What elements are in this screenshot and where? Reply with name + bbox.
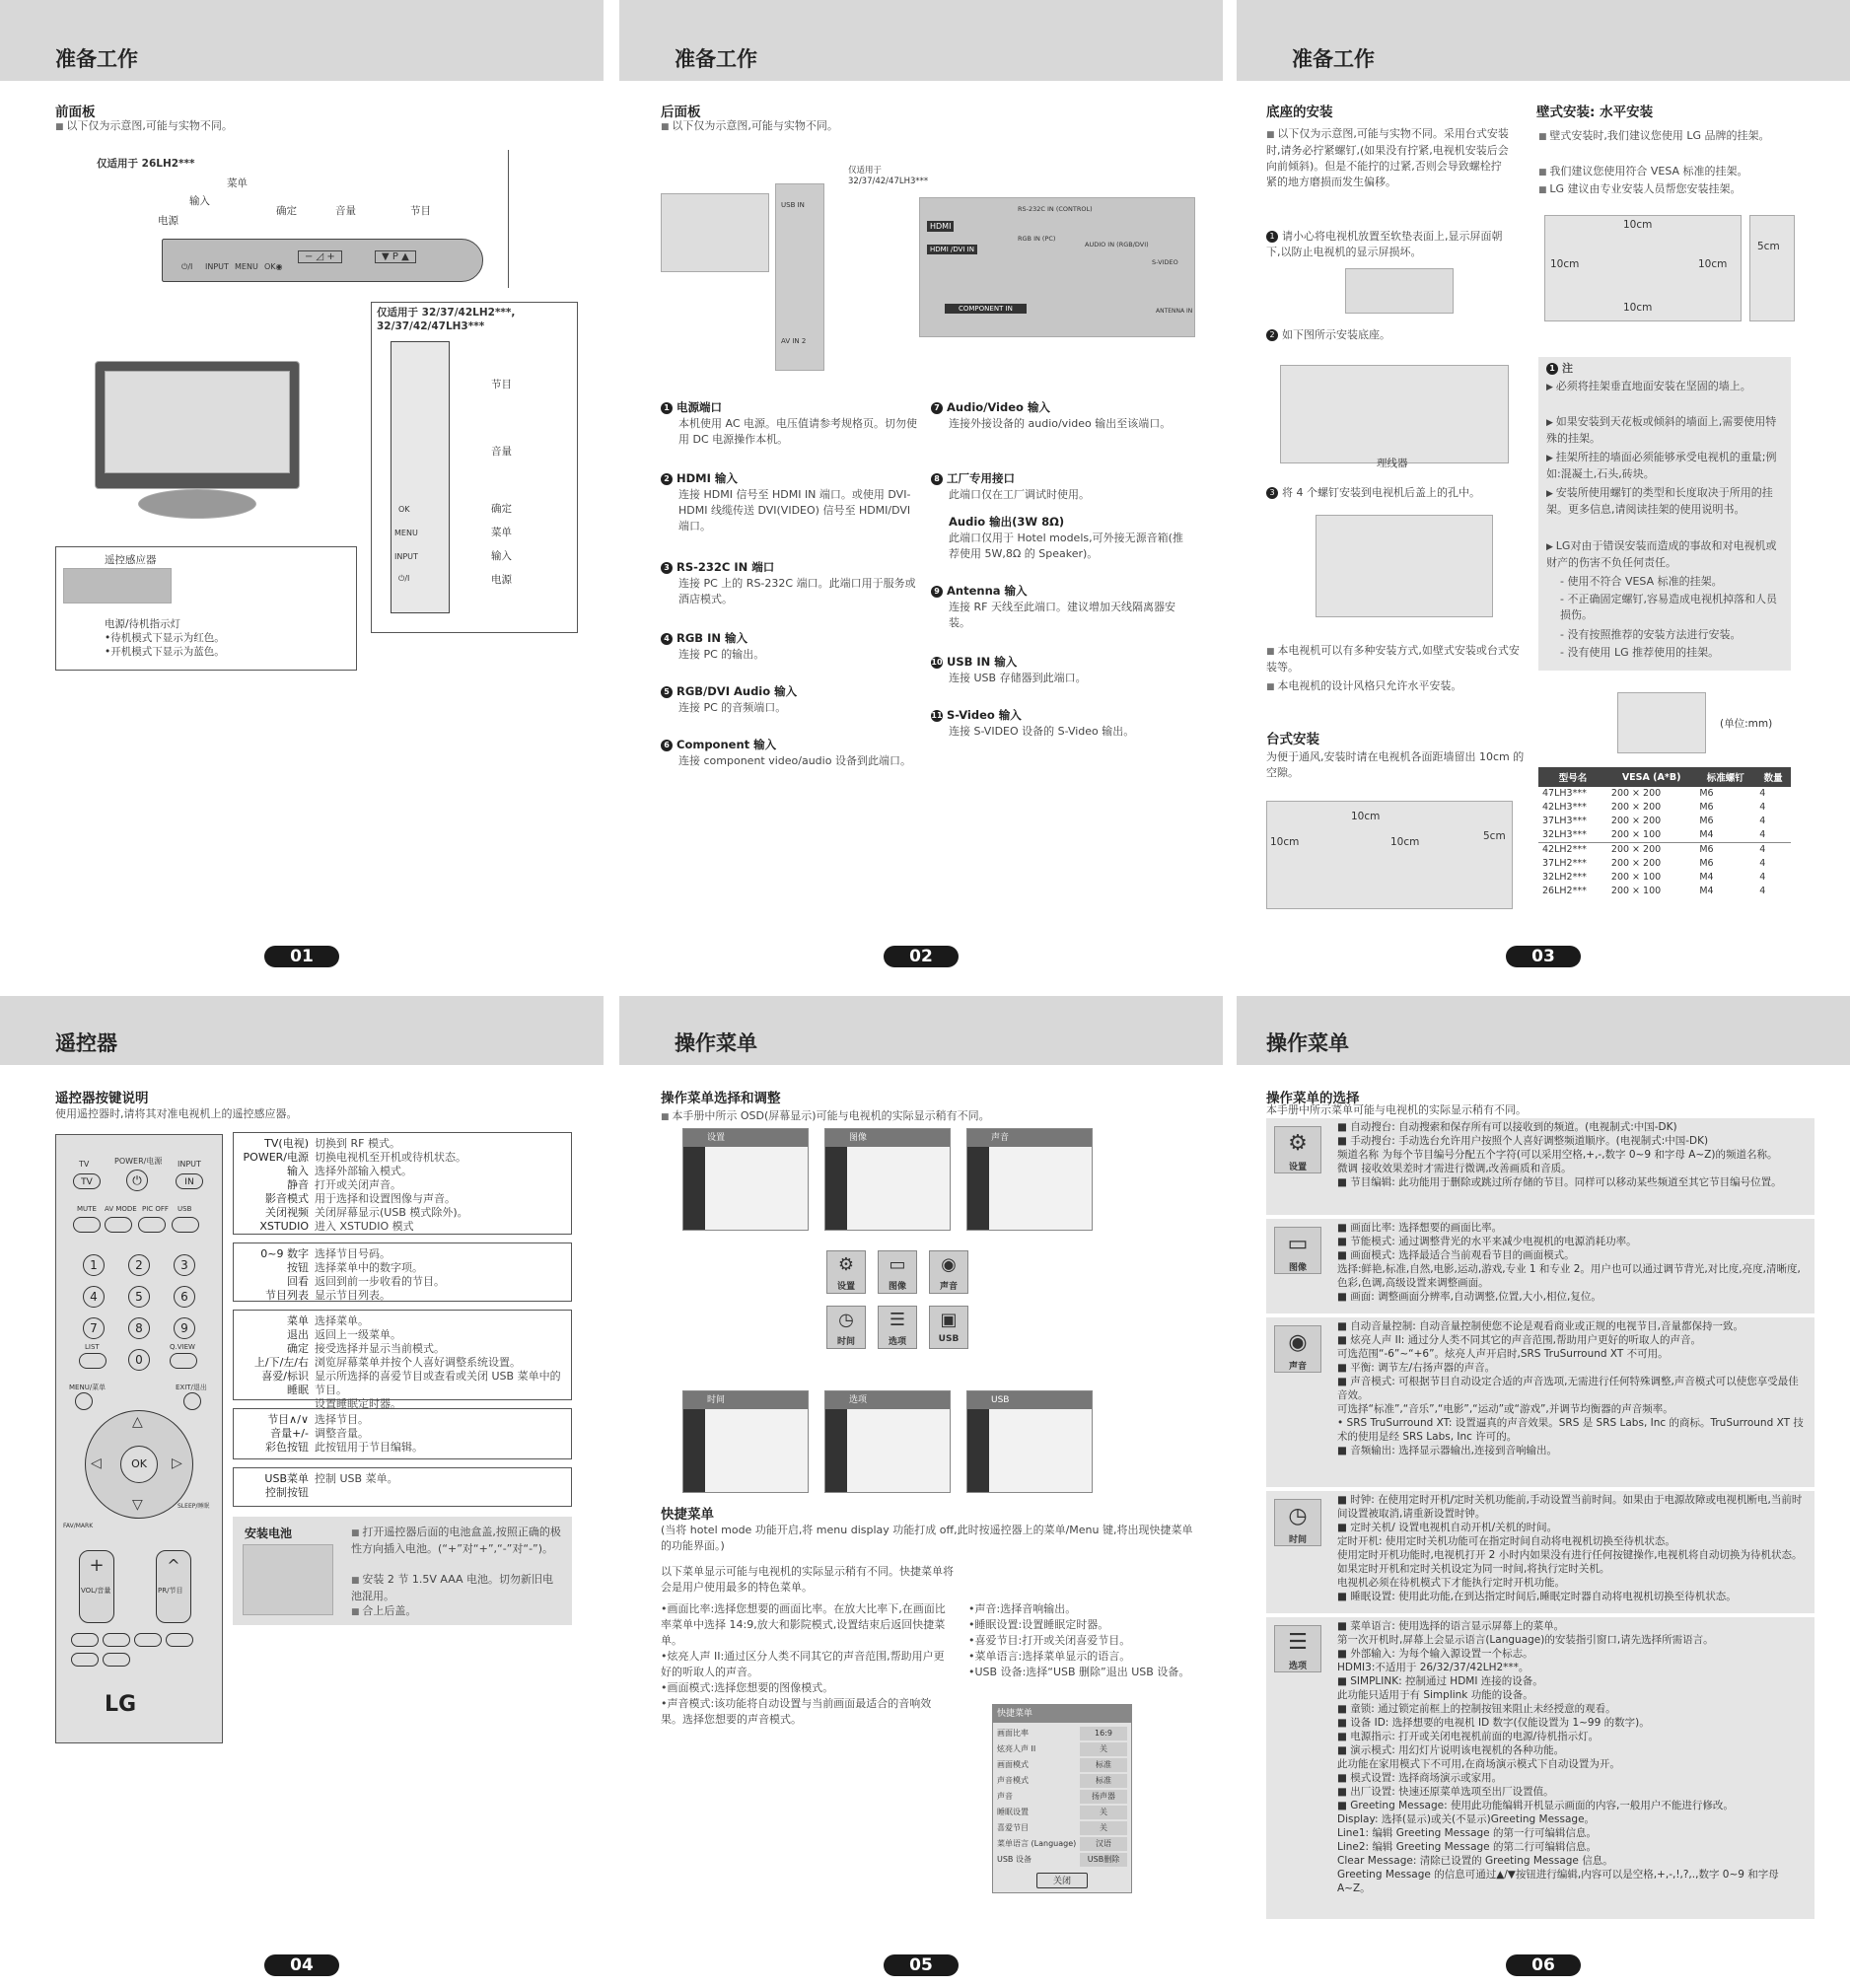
vesa-cell: 4 xyxy=(1759,844,1766,855)
page-number: 03 xyxy=(1506,946,1581,967)
stand-step-3: 3 将 4 个螺钉安装到电视机后盖上的孔中。 xyxy=(1266,485,1525,501)
table-heading: 台式安装 xyxy=(1266,732,1319,747)
qview-label: Q.VIEW xyxy=(170,1343,195,1351)
port-audio: AUDIO IN (RGB/DVI) xyxy=(1085,241,1149,248)
quick-item-1: •画面比率:选择您想要的画面比率。在放大比率下,在画面比率菜单中选择 14:9,放大和影院模式,设置结束后返回快捷菜单。 xyxy=(661,1602,946,1647)
clock-icon: ◷ 时间 xyxy=(1274,1499,1321,1546)
vesa-cell: 200 × 100 xyxy=(1610,829,1662,840)
vesa-table xyxy=(1538,767,1791,898)
vesa-cell: 200 × 200 xyxy=(1610,802,1662,813)
page-header xyxy=(1237,996,1850,1065)
quick-menu-row-value: USB删除 xyxy=(1080,1853,1127,1867)
vesa-cell: M6 xyxy=(1699,816,1714,826)
usb-label: USB xyxy=(178,1205,192,1213)
quick-menu-row-label: 菜单语言 (Language) xyxy=(997,1839,1077,1848)
osd-setup: 设置 xyxy=(682,1128,809,1231)
btn-power: ⏻/I xyxy=(181,262,193,271)
avmode-label: AV MODE xyxy=(105,1205,137,1213)
port-av2: AV IN 2 xyxy=(781,337,807,345)
section-heading: 后面板 xyxy=(661,105,701,120)
caution-1: ▶ 必须将挂架垂直地面安装在坚固的墙上。 xyxy=(1546,379,1783,395)
menu-icon-option: ☰ 选项 xyxy=(878,1306,917,1349)
page-1 xyxy=(0,0,604,979)
menu-row-time: ◷ 时间 ■ 时钟: 在使用定时开机/定时关机功能前,手动设置当前时间。如果由于电源故障或电视机断电,当前时间设置被取消,请重新设置时钟。 ■ 定时关机/ 设置电视机自动开机/关机的时间。 定时开机: 使用定时关机功能可在指定时间自动将电视机切换至待机状态。 使用定时开机功能时,电视机打开 2 小时内如果没有进行任何按键操作,电视机将自动切换为待机状态。 如果定时开机和定时关机设定为同一时间,将执行定时关机。 电视机必须在待机模式下才能执行定时开机功能。 ■ 睡眠设置: 使用此功能,在到达指定时间后,睡眠定时器自动将电视机切换至待机状态。 xyxy=(1266,1491,1814,1613)
caution-title: 1 注 xyxy=(1546,361,1573,377)
port-item-10: 10 USB IN 输入 连接 USB 存储器到此端口。 xyxy=(931,655,1087,684)
vesa-cell: 32LH3*** xyxy=(1542,829,1587,840)
vesa-cell: 200 × 100 xyxy=(1610,872,1662,883)
quick-item-8: •菜单语言:选择菜单显示的语言。 xyxy=(968,1650,1131,1663)
vesa-cell: 26LH2*** xyxy=(1542,886,1587,896)
side-btn-power: ⏻/I xyxy=(398,574,410,583)
sensor-label: 遥控感应器 xyxy=(105,554,157,566)
setup-icon: ⚙ 设置 xyxy=(1274,1126,1321,1173)
vesa-cell: M4 xyxy=(1699,886,1714,896)
port-svideo: S-VIDEO xyxy=(1152,258,1178,266)
side-label-power: 电源 xyxy=(491,574,512,586)
gap-back: 5cm xyxy=(1483,830,1506,842)
stand-heading: 底座的安装 xyxy=(1266,105,1333,120)
qview-button[interactable] xyxy=(170,1353,197,1369)
key-9[interactable]: 9 xyxy=(174,1317,195,1339)
osd-time: 时间 xyxy=(682,1390,809,1493)
mute-button[interactable] xyxy=(73,1217,101,1233)
page-6 xyxy=(1237,996,1850,1988)
vesa-cell: M6 xyxy=(1699,788,1714,799)
vesa-cell: M4 xyxy=(1699,829,1714,840)
tv-back-illustration xyxy=(661,193,769,272)
vesa-cell: 4 xyxy=(1759,872,1766,883)
side-label-input: 输入 xyxy=(491,550,512,562)
page-title: 操作菜单 xyxy=(1266,1031,1349,1055)
quick-item-2: •炫亮人声 II:通过区分人类不同其它的声音范围,帮助用户更好的听取人的声音。 xyxy=(661,1650,945,1678)
port-item-7: 7 Audio/Video 输入 连接外接设备的 audio/video 输出至该端口。 xyxy=(931,398,1192,432)
wall-gap-right: 10cm xyxy=(1698,258,1728,270)
side-label-volume: 音量 xyxy=(491,446,512,458)
battery-step-2: ■ 安装 2 节 1.5V AAA 电池。切勿新旧电池混用。 xyxy=(351,1572,564,1604)
port-hdmi-dvi: HDMI /DVI IN xyxy=(927,245,977,254)
menu-icon-time: ◷ 时间 xyxy=(826,1306,866,1349)
vesa-row xyxy=(1538,857,1791,871)
quick-menu-row[interactable] xyxy=(997,1790,1127,1804)
input-button[interactable]: IN xyxy=(176,1173,203,1189)
section-heading: 操作菜单的选择 xyxy=(1266,1091,1360,1106)
quick-menu-row-value: 关 xyxy=(1080,1821,1127,1835)
page-4 xyxy=(0,996,604,1988)
port-hdmi: HDMI xyxy=(927,221,954,232)
port-item-9: 9 Antenna 输入 连接 RF 天线至此端口。建议增加天线隔离器安装。 xyxy=(931,582,1192,631)
picture-icon: ▭ 图像 xyxy=(1274,1227,1321,1274)
side-panel xyxy=(391,341,450,613)
vesa-illustration xyxy=(1617,692,1706,753)
port-item-11: 11 S-Video 输入 连接 S-VIDEO 设备的 S-Video 输出。 xyxy=(931,708,1135,738)
quick-menu-row-label: 睡眠设置 xyxy=(997,1808,1029,1816)
side-label-menu: 菜单 xyxy=(491,527,512,538)
vesa-cell: 4 xyxy=(1759,816,1766,826)
program-rocker[interactable]: ^ xyxy=(156,1550,191,1623)
vesa-cell: 200 × 200 xyxy=(1610,816,1662,826)
gap-top: 10cm xyxy=(1351,811,1381,822)
page-header xyxy=(619,0,1223,81)
btn-ok: OK◉ xyxy=(264,262,283,271)
label-menu: 菜单 xyxy=(227,178,248,189)
stand-step-2: 2 如下图所示安装底座。 xyxy=(1266,327,1511,343)
wall-gap-left: 10cm xyxy=(1550,258,1580,270)
nav-right-button[interactable]: ▷ xyxy=(172,1456,182,1471)
page-5 xyxy=(619,996,1223,1988)
volume-control: − ◿ + xyxy=(298,250,342,263)
vesa-col-qty: 数量 xyxy=(1755,767,1791,787)
vesa-row xyxy=(1538,843,1791,858)
caution-sub-3: - 没有按照推荐的安装方法进行安装。 xyxy=(1560,628,1742,641)
list-button[interactable] xyxy=(79,1353,107,1369)
model-label-b: 仅适用于 32/37/42LH2***, 32/37/42/47LH3*** xyxy=(377,307,516,332)
vesa-cell: M6 xyxy=(1699,858,1714,869)
wall-note-1: ■ 壁式安装时,我们建议您使用 LG 品牌的挂架。 xyxy=(1538,128,1797,145)
btn-input: INPUT xyxy=(205,262,229,271)
quick-menu-row-label: 喜爱节目 xyxy=(997,1823,1029,1832)
key-7[interactable]: 7 xyxy=(83,1317,105,1339)
color-button-red[interactable] xyxy=(71,1633,99,1647)
stand-note-b: ■ 本电视机的设计风格只允许水平安装。 xyxy=(1266,678,1525,695)
vesa-cell: 200 × 200 xyxy=(1610,788,1662,799)
wall-gap-back: 5cm xyxy=(1757,241,1780,252)
wall-note-2: ■ 我们建议您使用符合 VESA 标准的挂架。 xyxy=(1538,164,1797,180)
page-header xyxy=(0,996,604,1065)
key-group-3: 菜单 退出 确定 上/下/左/右 喜爱/标识 睡眠 选择菜单。 返回上一级菜单。 接受选择并显示当前模式。 浏览屏幕菜单并按个人喜好调整系统设置。 显示所选择的喜爱节目或查看或关闭 USB 菜单中的节目。 设置睡眠定时器。 xyxy=(233,1310,572,1400)
quick-menu-row-value: 关 xyxy=(1080,1742,1127,1756)
label-input: 输入 xyxy=(189,195,210,207)
quick-item-5: •声音:选择音响输出。 xyxy=(968,1602,1077,1615)
menu-icon-sound: ◉ 声音 xyxy=(929,1250,968,1294)
port-item-3: 3 RS-232C IN 端口 连接 PC 上的 RS-232C 端口。此端口用于服务或酒店模式。 xyxy=(661,558,922,607)
quick-menu-row-value: 16:9 xyxy=(1080,1727,1127,1740)
menu-row-option: ☰ 选项 ■ 菜单语言: 使用选择的语言显示屏幕上的菜单。 第一次开机时,屏幕上会显示语言(Language)的安装指引窗口,请先选择所需语言。 ■ 外部输入: 为每个输入源设置一个标志。 HDMI3:不适用于 26/32/37/42LH2***。 ■ SIMPLINK: 控制通过 HDMI 连接的设备。 此功能只适用于有 Simplink 功能的设备。 ■ 童锁: 通过锁定前框上的控制按钮来阻止未经授意的观看。 ■ 设备 ID: 选择想要的电视机 ID 数字(仅能设置为 1~99 的数字)。 ■ 电源指示: 打开或关闭电视机前面的电源/待机指示灯。 ■ 演示模式: 用幻灯片说明该电视机的各种功能。 此功能在家用模式下不可用,在商场演示模式下自动设置为开。 ■ 模式设置: 选择商场演示或家用。 ■ 出厂设置: 快速还原菜单选项至出厂设置值。 ■ Greeting Message: 使用此功能编辑开机显示画面的内容,一般用户不能进行修改。 Display: 选择(显示)或关(不显示)Greeting Message。 Line1: 编辑 Greeting Message 的第一行可编辑信息。 Line2: 编辑 Greeting Message 的第二行可编辑信息。 Clear Message: 清除已设置的 Greeting Message 信息。 Greeting Message 的信息可通过▲/▼按钮进行编辑,内容可以是空格,+,-,!,?,.,数字 0~9 和字母 A~Z。 xyxy=(1266,1617,1814,1919)
side-btn-menu: MENU xyxy=(394,529,418,537)
label-volume: 音量 xyxy=(335,205,356,217)
wall-note-3: ■ LG 建议由专业安装人员帮您安装挂架。 xyxy=(1538,181,1797,198)
section-heading: 前面板 xyxy=(55,105,96,120)
quick-menu-row[interactable] xyxy=(997,1806,1127,1819)
quick-menu-close-button[interactable]: 关闭 xyxy=(1036,1873,1088,1888)
menu-icon-picture: ▭ 图像 xyxy=(878,1250,917,1294)
vesa-cell: 200 × 100 xyxy=(1610,886,1662,896)
osd-sound: 声音 xyxy=(966,1128,1093,1231)
vesa-cell: 42LH2*** xyxy=(1542,844,1587,855)
sensor-illustration xyxy=(63,568,172,604)
tv-stand xyxy=(138,489,256,519)
osd-picture: 图像 xyxy=(824,1128,951,1231)
menu-icon-setup: ⚙ 设置 xyxy=(826,1250,866,1294)
quick-menu-row[interactable] xyxy=(997,1853,1127,1867)
side-btn-input: INPUT xyxy=(394,552,418,561)
port-rgb: RGB IN (PC) xyxy=(1018,235,1056,243)
remote-input-label: INPUT xyxy=(178,1160,201,1169)
mute-label: MUTE xyxy=(77,1205,97,1213)
caution-4: ▶ 安装所使用螺钉的类型和长度取决于所用的挂架。更多信息,请阅读挂架的使用说明书。 xyxy=(1546,485,1783,518)
nav-up-button[interactable]: △ xyxy=(132,1414,143,1430)
vesa-col-screw: 标准螺钉 xyxy=(1695,767,1755,787)
vesa-cell: 4 xyxy=(1759,858,1766,869)
quick-heading: 快捷菜单 xyxy=(661,1507,714,1523)
page-2 xyxy=(619,0,1223,979)
section-heading: 遥控器按键说明 xyxy=(55,1091,149,1106)
osd-option: 选项 xyxy=(824,1390,951,1493)
quick-item-6: •睡眠设置:设置睡眠定时器。 xyxy=(968,1618,1109,1631)
page-title: 遥控器 xyxy=(55,1031,117,1055)
vesa-cell: M4 xyxy=(1699,872,1714,883)
vesa-cell: M6 xyxy=(1699,844,1714,855)
caution-sub-4: - 没有使用 LG 推荐使用的挂架。 xyxy=(1560,646,1720,659)
vesa-cell: 37LH3*** xyxy=(1542,816,1587,826)
vesa-cell: 32LH2*** xyxy=(1542,872,1587,883)
side-btn-ok: OK xyxy=(398,505,410,514)
lg-logo: LG xyxy=(105,1692,137,1717)
pr-label: PR/节目 xyxy=(158,1587,183,1595)
page-number: 02 xyxy=(884,946,959,967)
stand-step-1: 1 请小心将电视机放置至软垫表面上,显示屏面朝下,以防止电视机的显示屏损坏。 xyxy=(1266,230,1503,258)
battery-step-1: ■ 打开遥控器后面的电池盒盖,按照正确的极性方向插入电池。(“+”对“+”,“-”对“-”)。 xyxy=(351,1525,564,1557)
vesa-cell: 200 × 200 xyxy=(1610,844,1662,855)
picoff-label: PIC OFF xyxy=(142,1205,169,1213)
port-antenna: ANTENNA IN xyxy=(1156,308,1193,315)
step2-illustration xyxy=(1280,365,1509,463)
note: ■ 以下仅为示意图,可能与实物不同。 xyxy=(55,118,233,135)
label-ok: 确定 xyxy=(276,205,297,217)
unit-label: (单位:mm) xyxy=(1720,718,1773,730)
quick-menu-row-label: 炫亮人声 II xyxy=(997,1744,1036,1753)
battery-step-3: ■ 合上后盖。 xyxy=(351,1603,564,1620)
page-header xyxy=(1237,0,1850,81)
menu-button[interactable] xyxy=(75,1392,93,1410)
quick-menu-row[interactable] xyxy=(997,1727,1127,1740)
quick-note: (当将 hotel mode 功能开启,将 menu display 功能打成 off,此时按遥控器上的菜单/Menu 键,将出现快捷菜单的功能界面。) xyxy=(661,1524,1193,1552)
side-label-program: 节目 xyxy=(491,379,512,390)
page-title: 操作菜单 xyxy=(675,1031,757,1055)
fav-label: FAV/MARK xyxy=(63,1523,94,1529)
model-label: 仅适用于 26LH2*** xyxy=(97,158,195,170)
gap-left: 10cm xyxy=(1270,836,1300,848)
page-3 xyxy=(1237,0,1850,979)
key-4[interactable]: 4 xyxy=(83,1286,105,1308)
side-label-ok: 确定 xyxy=(491,503,512,515)
port-item-audio-out: Audio 输出(3W 8Ω) 此端口仅用于 Hotel models,可外接无源音箱(推荐使用 5W,8Ω 的 Speaker)。 xyxy=(949,515,1183,560)
caution-3: ▶ 挂架所挂的墙面必须能够承受电视机的重量;例如:混凝土,石头,砖块。 xyxy=(1546,450,1783,482)
table-mount-illustration xyxy=(1266,801,1513,909)
quick-item-7: •喜爱节目:打开或关闭喜爱节目。 xyxy=(968,1634,1131,1647)
sound-icon: ◉ 声音 xyxy=(1274,1325,1321,1373)
note: ■ 本手册中所示 OSD(屏幕显示)可能与电视机的实际显示稍有不同。 xyxy=(661,1108,990,1125)
port-item-2: 2 HDMI 输入 连接 HDMI 信号至 HDMI IN 端口。或使用 DVI-HDMI 线缆传送 DVI(VIDEO) 信号至 HDMI/DVI 端口。 xyxy=(661,469,922,534)
indicator-text: 电源/待机指示灯 •待机模式下显示为红色。 •开机模式下显示为蓝色。 xyxy=(105,618,225,658)
gap-right: 10cm xyxy=(1390,836,1420,848)
usb-forward-button[interactable] xyxy=(103,1653,130,1667)
caution-sub-1: - 使用不符合 VESA 标准的挂架。 xyxy=(1560,575,1723,588)
note: 使用遥控器时,请将其对准电视机上的遥控感应器。 xyxy=(55,1107,298,1120)
key-3[interactable]: 3 xyxy=(174,1254,195,1276)
page-number: 05 xyxy=(884,1954,959,1976)
avmode-button[interactable] xyxy=(105,1217,132,1233)
remote-power-label: POWER/电源 xyxy=(114,1157,163,1166)
vesa-cell: 47LH3*** xyxy=(1542,788,1587,799)
tv-button[interactable]: TV xyxy=(73,1173,101,1189)
quick-menu-row-value: 汉语 xyxy=(1080,1837,1127,1851)
key-5[interactable]: 5 xyxy=(128,1286,150,1308)
step1-illustration xyxy=(1345,268,1454,314)
caution-2: ▶ 如果安装到天花板或倾斜的墙面上,需要使用特殊的挂架。 xyxy=(1546,414,1783,447)
vesa-cell: 42LH3*** xyxy=(1542,802,1587,813)
picoff-button[interactable] xyxy=(138,1217,166,1233)
quick-note-2: 以下菜单显示可能与电视机的实际显示稍有不同。快捷菜单将会是用户使用最多的特色菜单。 xyxy=(661,1565,954,1594)
key-group-4: 节目∧/∨ 音量+/- 彩色按钮 选择节目。 调整音量。 此按钮用于节目编辑。 xyxy=(233,1408,572,1459)
port-usb: USB IN xyxy=(781,201,805,209)
port-component: COMPONENT IN xyxy=(945,304,1027,314)
key-group-5: USB菜单 控制按钮 控制 USB 菜单。 xyxy=(233,1467,572,1507)
program-control: ▼ P ▲ xyxy=(375,250,416,263)
quick-menu-row[interactable] xyxy=(997,1774,1127,1788)
page-title: 准备工作 xyxy=(1292,47,1375,71)
color-button-yellow[interactable] xyxy=(134,1633,162,1647)
page-number: 04 xyxy=(264,1954,339,1976)
port-item-5: 5 RGB/DVI Audio 输入 连接 PC 的音频端口。 xyxy=(661,682,922,716)
quick-menu-row-value: 关 xyxy=(1080,1806,1127,1819)
quick-menu-row-value: 标准 xyxy=(1080,1758,1127,1772)
caution-sub-2: - 不正确固定螺钉,容易造成电视机掉落和人员损伤。 xyxy=(1560,593,1777,621)
vesa-cell: 4 xyxy=(1759,886,1766,896)
color-button-blue[interactable] xyxy=(166,1633,193,1647)
wall-gap-bottom: 10cm xyxy=(1623,302,1653,314)
key-group-2: 0~9 数字 按钮 回看 节目列表 选择节目号码。 选择菜单中的数字项。 返回到前一步收看的节目。 显示节目列表。 xyxy=(233,1242,572,1302)
exit-label: EXIT/退出 xyxy=(176,1384,207,1391)
power-button[interactable]: ⏻ xyxy=(126,1170,148,1191)
quick-menu-row[interactable] xyxy=(997,1742,1127,1756)
quick-menu-row-value: 扬声器 xyxy=(1080,1790,1127,1804)
vesa-row xyxy=(1538,787,1791,801)
page-header xyxy=(0,0,604,81)
quick-menu-row-label: USB 设备 xyxy=(997,1855,1032,1864)
page-title: 准备工作 xyxy=(675,47,757,71)
quick-menu-row[interactable] xyxy=(997,1821,1127,1835)
osd-usb: USB xyxy=(966,1390,1093,1493)
port-rs232: RS-232C IN (CONTROL) xyxy=(1018,205,1093,213)
color-button-green[interactable] xyxy=(103,1633,130,1647)
quick-item-9: •USB 设备:选择“USB 删除”退出 USB 设备。 xyxy=(968,1666,1190,1678)
port-item-6: 6 Component 输入 连接 component video/audio 设备到此端口。 xyxy=(661,736,922,769)
key-group-1: TV(电视) POWER/电源 输入 静音 影音模式 关闭视频 XSTUDIO 切换到 RF 模式。 切换电视机至开机或待机状态。 选择外部输入模式。 打开或关闭声音。 用于选择和设置图像与声音。 关闭屏幕显示(USB 模式除外)。 进入 XSTUDIO 模式 xyxy=(233,1132,572,1235)
key-0[interactable]: 0 xyxy=(128,1349,150,1371)
rear-port-panel xyxy=(919,197,1195,337)
quick-menu-row-value: 标准 xyxy=(1080,1774,1127,1788)
menu-row-sound: ◉ 声音 ■ 自动音量控制: 自动音量控制使您不论是观看商业或正规的电视节目,音量都保持一致。 ■ 炫亮人声 II: 通过分人类不同其它的声音范围,帮助用户更好的听取人的声音。 可选范围“-6”~“+6”。炫亮人声开启时,SRS TruSurround XT 不可用。 ■ 平衡: 调节左/右扬声器的声音。 ■ 声音模式: 可根据节目自动设定合适的声音选项,无需进行任何特殊调整,声音模式可以使您享受最佳音效。 可选择“标准”,“音乐”,“电影”,“运动”或“游戏”,并调节均衡器的声音频率。 • SRS TruSurround XT: 设置逼真的声音效果。SRS 是 SRS Labs, Inc 的商标。TruSurround XT 技术的使用是经 SRS Labs, Inc 许可的。 ■ 音频输出: 选择显示器输出,连接到音响输出。 xyxy=(1266,1317,1814,1487)
vesa-row xyxy=(1538,871,1791,885)
note: 本手册中所示菜单可能与电视机的实际显示稍有不同。 xyxy=(1266,1103,1527,1116)
cable-guide-label: 理线器 xyxy=(1377,458,1408,469)
note: ■ 以下仅为示意图,可能与实物不同。 xyxy=(661,118,838,135)
caution-5: ▶ LG对由于错误安装而造成的事故和对电视机或财产的伤害不负任何责任。 xyxy=(1546,538,1783,571)
vesa-row xyxy=(1538,801,1791,815)
port-item-4: 4 RGB IN 输入 连接 PC 的输出。 xyxy=(661,629,922,663)
quick-menu-row-label: 画面模式 xyxy=(997,1760,1029,1769)
nav-left-button[interactable]: ◁ xyxy=(91,1456,102,1471)
vesa-cell: 4 xyxy=(1759,788,1766,799)
vesa-cell: 4 xyxy=(1759,829,1766,840)
page-header xyxy=(619,996,1223,1065)
vesa-row xyxy=(1538,885,1791,898)
vol-label: VOL/音量 xyxy=(81,1587,111,1595)
quick-menu-row[interactable] xyxy=(997,1837,1127,1851)
vesa-col-vesa: VESA (A*B) xyxy=(1607,767,1695,787)
key-8[interactable]: 8 xyxy=(128,1317,150,1339)
nav-down-button[interactable]: ▽ xyxy=(132,1497,143,1513)
step3-illustration xyxy=(1316,515,1493,617)
model-note: 仅适用于 32/37/42/47LH3*** xyxy=(848,166,929,186)
menu-label: MENU/菜单 xyxy=(69,1384,107,1391)
page-number: 06 xyxy=(1506,1954,1581,1976)
list-label: LIST xyxy=(85,1343,100,1351)
key-2[interactable]: 2 xyxy=(128,1254,150,1276)
quick-menu-row[interactable] xyxy=(997,1758,1127,1772)
usb-rewind-button[interactable] xyxy=(71,1653,99,1667)
vesa-cell: 200 × 200 xyxy=(1610,858,1662,869)
quick-menu-panel: 快捷菜单 画面比率 16:9 炫亮人声 II 关 画面模式 标准 声音模式 标准 声音 扬声器 睡眠设置 关 喜爱节目 关 菜单语言 (Language) 汉语 USB 设备 USB删除 关闭 xyxy=(992,1704,1132,1893)
table-note: 为便于通风,安装时请在电视机各面距墙留出 10cm 的空隙。 xyxy=(1266,750,1525,779)
vesa-row xyxy=(1538,828,1791,843)
page-number: 01 xyxy=(264,946,339,967)
section-heading: 操作菜单选择和调整 xyxy=(661,1091,781,1106)
menu-table xyxy=(1266,1118,1814,1919)
vesa-cell: M6 xyxy=(1699,802,1714,813)
menu-row-picture: ▭ 图像 ■ 画面比率: 选择想要的画面比率。 ■ 节能模式: 通过调整背光的水平来减少电视机的电源消耗功率。 ■ 画面模式: 选择最适合当前观看节目的画面模式。 选择:鲜艳,标准,自然,电影,运动,游戏,专业 1 和专业 2。用户也可以通过调节背光,对比度,亮度,清晰度,色彩,色调,高级设置来调整画面。 ■ 画面: 调整画面分辨率,自动调整,位置,大小,相位,复位。 xyxy=(1266,1219,1814,1314)
vesa-row xyxy=(1538,815,1791,828)
btn-menu: MENU xyxy=(235,262,258,271)
key-6[interactable]: 6 xyxy=(174,1286,195,1308)
quick-item-4: •声音模式:该功能将自动设置与当前画面最适合的音响效果。选择您想要的声音模式。 xyxy=(661,1697,932,1726)
volume-rocker[interactable]: + xyxy=(79,1550,114,1623)
menu-row-setup: ⚙ 设置 ■ 自动搜台: 自动搜索和保存所有可以接收到的频道。(电视制式:中国-DK) ■ 手动搜台: 手动选台允许用户按照个人喜好调整频道顺序。(电视制式:中国-DK) 频道名称 为每个节目编号分配五个字符(可以采用空格,+,-,数字 0~9 和字母 A~Z)的频道名称。 微调 接收效果差时才需进行微调,改善画质和音质。 ■ 节目编辑: 此功能用于删除或跳过所存储的节目。同样可以移动某些频道至其它节目编号位置。 xyxy=(1266,1118,1814,1215)
vesa-cell: 4 xyxy=(1759,802,1766,813)
quick-menu-row-label: 画面比率 xyxy=(997,1729,1029,1738)
usb-button[interactable] xyxy=(172,1217,199,1233)
quick-item-3: •画面模式:选择您想要的图像模式。 xyxy=(661,1681,834,1694)
tv-screen xyxy=(105,371,290,473)
key-1[interactable]: 1 xyxy=(83,1254,105,1276)
wall-gap-top: 10cm xyxy=(1623,219,1653,231)
page-title: 准备工作 xyxy=(55,47,138,71)
option-icon: ☰ 选项 xyxy=(1274,1625,1321,1672)
sleep-label: SLEEP/睡眠 xyxy=(178,1503,210,1510)
stand-note-a: ■ 本电视机可以有多种安装方式,如壁式安装或台式安装等。 xyxy=(1266,643,1525,675)
remote-tv-label: TV xyxy=(79,1160,90,1169)
port-item-1: 1 电源端口 本机使用 AC 电源。电压值请参考规格页。切勿使用 DC 电源操作本机。 xyxy=(661,398,922,448)
port-item-8: 8 工厂专用接口 此端口仅在工厂调试时使用。 xyxy=(931,469,1192,503)
quick-menu-row-label: 声音模式 xyxy=(997,1776,1029,1785)
battery-illustration xyxy=(243,1544,333,1615)
menu-icon-usb: ▣ USB xyxy=(929,1306,968,1349)
battery-title: 安装电池 xyxy=(245,1526,293,1540)
label-power: 电源 xyxy=(158,215,178,227)
wall-side-illustration xyxy=(1749,215,1795,321)
exit-button[interactable] xyxy=(183,1392,201,1410)
stand-note: ■ 以下仅为示意图,可能与实物不同。采用台式安装时,请务必拧紧螺钉,(如果没有拧紧,电视机安装后会向前倾斜)。但是不能拧的过紧,否则会导致螺栓拧紧的地方磨损而发生偏移。 xyxy=(1266,126,1511,190)
vesa-cell: 37LH2*** xyxy=(1542,858,1587,869)
quick-menu-row-label: 声音 xyxy=(997,1792,1013,1801)
vesa-col-model: 型号名 xyxy=(1538,767,1607,787)
wall-heading: 壁式安装: 水平安装 xyxy=(1536,105,1654,120)
label-program: 节目 xyxy=(410,205,431,217)
ok-button[interactable]: OK xyxy=(120,1446,158,1483)
